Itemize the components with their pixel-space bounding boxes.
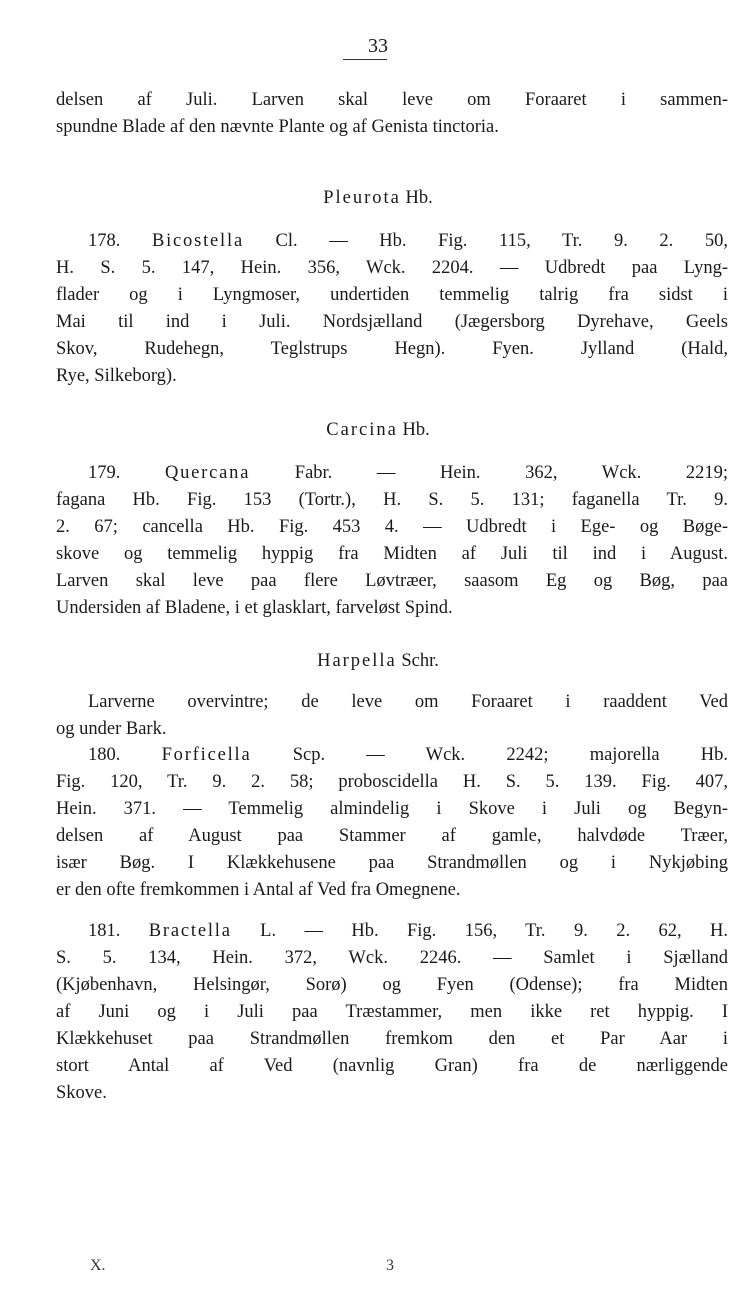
species-entry-179	[56, 460, 728, 622]
entry-first-line	[56, 742, 728, 769]
text-line: og under Bark.	[56, 719, 167, 739]
entry-line-rest: L. — Hb. Fig. 156, Tr. 9. 2. 62, H.	[231, 921, 729, 941]
text-line: delsen af August paa Stammer af gamle, halvdøde Træer,	[56, 826, 728, 846]
text-line: delsen af Juli. Larven skal leve om Foraaret i sammen-	[56, 90, 728, 110]
genus-name: Pleurota	[323, 188, 401, 208]
species-entry-178	[56, 228, 728, 390]
text-line: Rye, Silkeborg).	[56, 366, 177, 386]
genus-heading-carcina	[0, 417, 756, 444]
entry-line-rest: Cl. — Hb. Fig. 115, Tr. 9. 2. 50,	[243, 231, 728, 251]
genus-author: Hb.	[402, 420, 430, 440]
genus-heading-pleurota	[0, 185, 756, 212]
text-line: 2. 67; cancella Hb. Fig. 453 4. — Udbredt i Ege- og Bøge-	[56, 517, 728, 537]
text-line: Skov, Rudehegn, Teglstrups Hegn). Fyen. Jylland (Hald,	[56, 339, 728, 359]
genus-author: Schr.	[401, 651, 439, 671]
text-line: fagana Hb. Fig. 153 (Tortr.), H. S. 5. 131; faganella Tr. 9.	[56, 490, 728, 510]
entry-number: 181.	[88, 921, 121, 941]
text-line: Klækkehuset paa Strandmøllen fremkom den et Par Aar i	[56, 1029, 728, 1049]
text-line: Larven skal leve paa flere Løvtræer, saasom Eg og Bøg, paa	[56, 571, 728, 591]
species-name: Quercana	[164, 463, 251, 483]
signature-mark-left: X.	[90, 1257, 106, 1274]
text-line: flader og i Lyngmoser, undertiden temmelig talrig fra sidst i	[56, 285, 728, 305]
text-line: skove og temmelig hyppig fra Midten af Juli til ind i August.	[56, 544, 728, 564]
paragraph-continuation	[56, 87, 728, 141]
signature-mark-right: 3	[386, 1257, 394, 1274]
species-entry-180	[56, 742, 728, 904]
entry-first-line	[56, 460, 728, 487]
species-name: Bicostella	[151, 231, 244, 251]
text-line: af Juni og i Juli paa Træstammer, men ikke ret hyppig. I	[56, 1002, 728, 1022]
species-name: Forficella	[161, 745, 252, 765]
text-line: især Bøg. I Klækkehusene paa Strandmøllen og i Nykjøbing	[56, 853, 728, 873]
text-line: (Kjøbenhavn, Helsingør, Sorø) og Fyen (Odense); fra Midten	[56, 975, 728, 995]
text-line: Skove.	[56, 1083, 107, 1103]
genus-author: Hb.	[405, 188, 433, 208]
text-line: Larverne overvintre; de leve om Foraaret i raaddent Ved	[88, 692, 728, 712]
entry-number: 179.	[88, 463, 121, 483]
text-line: Hein. 371. — Temmelig almindelig i Skove i Juli og Begyn-	[56, 799, 728, 819]
entry-first-line	[56, 228, 728, 255]
text-line: S. 5. 134, Hein. 372, Wck. 2246. — Samlet i Sjælland	[56, 948, 728, 968]
page-number: 33	[368, 35, 388, 57]
text-line: Undersiden af Bladene, i et glasklart, farveløst Spind.	[56, 598, 453, 618]
genus-description-harpella	[56, 689, 728, 743]
text-line: spundne Blade af den nævnte Plante og af Genista tinctoria.	[56, 117, 499, 137]
species-entry-181	[56, 918, 728, 1107]
species-name: Bractella	[148, 921, 232, 941]
entry-number: 180.	[88, 745, 121, 765]
entry-first-line	[56, 918, 728, 945]
entry-number: 178.	[88, 231, 121, 251]
genus-heading-harpella	[0, 648, 756, 675]
text-line: er den ofte fremkommen i Antal af Ved fra Omegnene.	[56, 880, 461, 900]
text-line: H. S. 5. 147, Hein. 356, Wck. 2204. — Udbredt paa Lyng-	[56, 258, 728, 278]
text-line: Fig. 120, Tr. 9. 2. 58; proboscidella H. S. 5. 139. Fig. 407,	[56, 772, 728, 792]
entry-line-rest: Fabr. — Hein. 362, Wck. 2219;	[250, 463, 728, 483]
text-line: Mai til ind i Juli. Nordsjælland (Jægersborg Dyrehave, Geels	[56, 312, 728, 332]
genus-name: Harpella	[317, 651, 397, 671]
entry-line-rest: Scp. — Wck. 2242; majorella Hb.	[251, 745, 728, 765]
genus-name: Carcina	[326, 420, 398, 440]
text-line: stort Antal af Ved (navnlig Gran) fra de nærliggende	[56, 1056, 728, 1076]
page-number-rule	[343, 59, 387, 60]
